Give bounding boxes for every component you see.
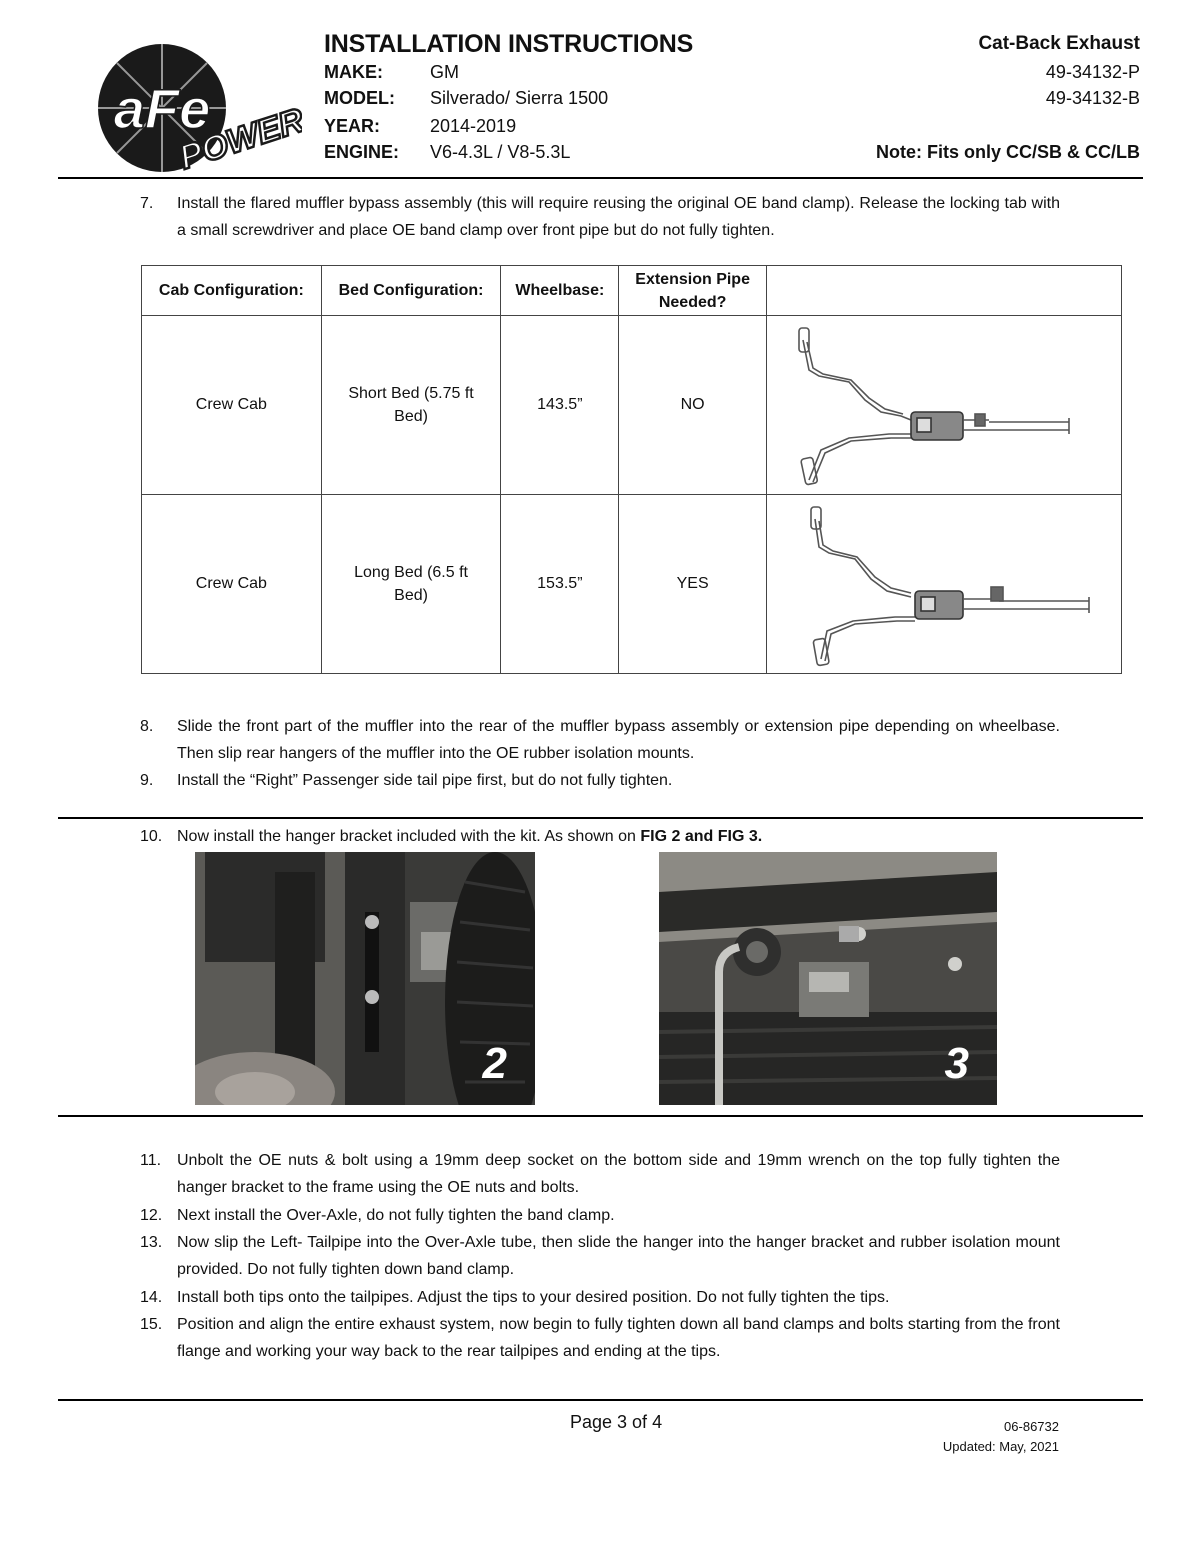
step-number: 12. — [140, 1207, 163, 1224]
wheelbase-cell: 143.5” — [501, 316, 619, 495]
make-value: GM — [430, 62, 459, 82]
make-label: MAKE: — [324, 62, 383, 82]
header-divider — [58, 177, 1143, 179]
engine-label: ENGINE: — [324, 142, 400, 162]
figure-3-label: 3 — [944, 1039, 969, 1088]
exhaust-diagram-long-bed — [766, 495, 1121, 674]
header-wheelbase: Wheelbase: — [501, 266, 619, 316]
step-text-plain: Now install the hanger bracket included with the kit. As shown on — [177, 828, 641, 845]
step-number: 10. — [140, 828, 163, 845]
step-text: Install the “Right” Passenger side tail pipe first, but do not fully tighten. — [177, 772, 673, 789]
extension-cell: NO — [619, 316, 767, 495]
step-14 — [140, 1284, 1060, 1311]
bed-cell: Long Bed (6.5 ft Bed) — [321, 495, 501, 674]
step-text: Install the flared muffler bypass assembly (this will require reusing the original OE band clamp). Release the locking tab with a small screwdriver and place OE band clamp over front pipe but do not fully tighten. — [177, 195, 1060, 239]
figure-3-photo — [659, 852, 997, 1105]
cab-cell: Crew Cab — [142, 316, 322, 495]
figure-2-label: 2 — [482, 1039, 507, 1088]
figure-reference: FIG 2 and FIG 3. — [640, 828, 763, 845]
step-number: 15. — [140, 1316, 163, 1333]
header-diagram — [766, 266, 1121, 316]
bed-cell: Short Bed (5.75 ft Bed) — [321, 316, 501, 495]
part-number-b: 49-34132-B — [1045, 88, 1140, 108]
step-text: Position and align the entire exhaust system, now begin to fully tighten down all band clamps and bolts starting from the front flange and working your way back to the rear tailpipes and ending at the tips. — [177, 1316, 1060, 1360]
document-title: INSTALLATION INSTRUCTIONS — [324, 30, 694, 58]
footer-divider — [58, 1399, 1143, 1401]
step-15 — [140, 1311, 1060, 1365]
step-text: Unbolt the OE nuts & bolt using a 19mm deep socket on the bottom side and 19mm wrench on the top fully tighten the hanger bracket to the frame using the OE nuts and bolts. — [177, 1152, 1060, 1196]
exhaust-layout-drawing — [769, 320, 1119, 490]
header-extension: Extension Pipe Needed? — [619, 266, 767, 316]
exhaust-layout-drawing — [769, 499, 1119, 669]
exhaust-diagram-short-bed — [766, 316, 1121, 495]
step-12 — [140, 1202, 1060, 1229]
logo-text: aFe — [113, 77, 211, 140]
step-number: 7. — [140, 195, 154, 212]
step-9 — [140, 767, 1060, 794]
year-value: 2014-2019 — [430, 116, 517, 136]
afe-power-logo — [92, 28, 302, 178]
model-value: Silverado/ Sierra 1500 — [430, 88, 609, 108]
table-row — [142, 316, 1122, 495]
year-label: YEAR: — [324, 116, 381, 136]
step-text: Slide the front part of the muffler into the rear of the muffler bypass assembly or extension pipe depending on wheelbase. Then slip rear hangers of the muffler into the OE rubber isolation mounts. — [177, 718, 1060, 762]
header-cab: Cab Configuration: — [142, 266, 322, 316]
step-text — [177, 823, 1060, 850]
section-divider — [58, 1115, 1143, 1117]
step-number: 14. — [140, 1289, 163, 1306]
step-number: 13. — [140, 1234, 163, 1251]
figure-2-photo — [195, 852, 535, 1105]
document-number: 06-86732 — [1004, 1419, 1059, 1434]
page-number: Page 3 of 4 — [570, 1412, 663, 1432]
part-number-p: 49-34132-P — [1045, 62, 1140, 82]
updated-date: Updated: May, 2021 — [942, 1439, 1059, 1454]
step-number: 8. — [140, 718, 154, 735]
step-number: 11. — [140, 1152, 162, 1169]
engine-value: V6-4.3L / V8-5.3L — [430, 142, 571, 162]
model-label: MODEL: — [324, 88, 395, 108]
step-7 — [140, 190, 1060, 244]
step-10 — [140, 823, 1060, 850]
step-13 — [140, 1229, 1060, 1283]
table-row — [142, 495, 1122, 674]
wheelbase-cell: 153.5” — [501, 495, 619, 674]
cab-cell: Crew Cab — [142, 495, 322, 674]
step-text: Next install the Over-Axle, do not fully tighten the band clamp. — [177, 1207, 615, 1224]
step-text: Now slip the Left- Tailpipe into the Over-Axle tube, then slide the hanger into the hanger bracket and rubber isolation mount provided. Do not fully tighten down band clamp. — [177, 1234, 1060, 1278]
product-name: Cat-Back Exhaust — [978, 33, 1140, 54]
logo-subtext: POWER — [174, 101, 302, 177]
configuration-table — [141, 265, 1122, 674]
table-header-row — [142, 266, 1122, 316]
step-text: Install both tips onto the tailpipes. Adjust the tips to your desired position. Do not fully tighten the tips. — [177, 1289, 890, 1306]
section-divider — [58, 817, 1143, 819]
fitment-note: Note: Fits only CC/SB & CC/LB — [876, 142, 1140, 162]
step-8 — [140, 713, 1060, 767]
step-11 — [140, 1147, 1060, 1201]
step-number: 9. — [140, 772, 154, 789]
header-bed: Bed Configuration: — [321, 266, 501, 316]
extension-cell: YES — [619, 495, 767, 674]
